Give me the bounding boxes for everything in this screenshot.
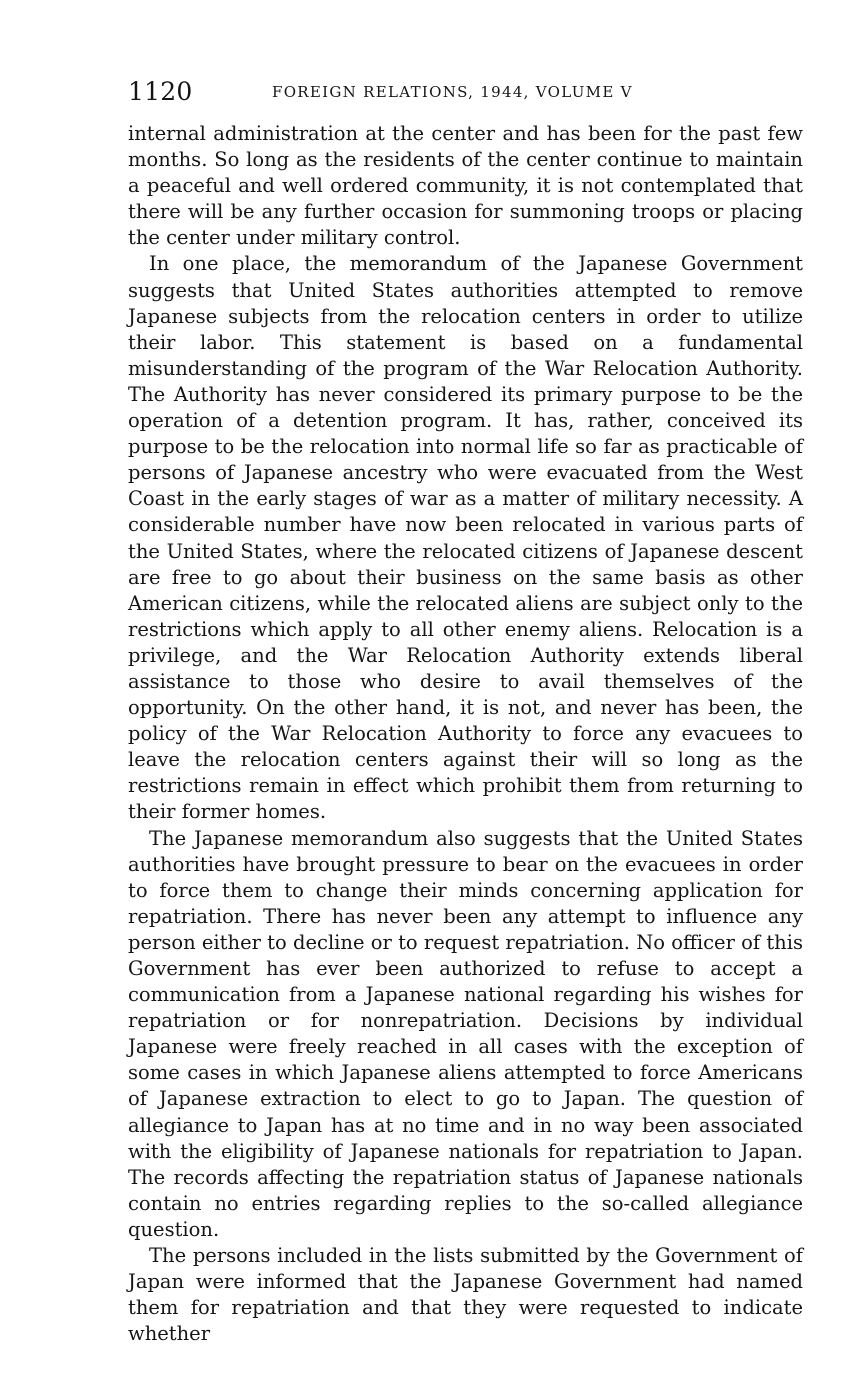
page-header (128, 78, 803, 108)
page-number: 1120 (128, 77, 193, 106)
paragraph-repatriation-pressure: The Japanese memorandum also suggests that the United States authorities have brought pressure to bear on the evacuees in order to force them to change their minds concerning application for repatriation. There has never been any attempt to influence any person either to decline or to request repatriation. No officer of this Government has ever been authorized to refuse to accept a communication from a Japanese national regarding his wishes for repatriation or for nonrepatriation. Decisions by individual Japanese were freely reached in all cases with the exception of some cases in which Japanese aliens attempted to force Americans of Japanese extraction to elect to go to Japan. The question of allegiance to Japan has at no time and in no way been associated with the eligibility of Japanese nationals for repatriation to Japan. The records affecting the repatriation status of Japanese nationals contain no entries regarding replies to the so-called allegiance question. (128, 826, 803, 1241)
paragraph-japan-lists: The persons included in the lists submitted by the Government of Japan were informed that the Japanese Government had named them for repatriation and that they were requested to indicate whether (128, 1244, 803, 1346)
paragraph-relocation-labor: In one place, the memorandum of the Japanese Government suggests that United States authorities attempted to remove Japanese subjects from the relocation centers in order to utilize their labor. This statement is based on a fundamental misunderstanding of the program of the War Relocation Authority. The Authority has never considered its primary purpose to be the operation of a detention program. It has, rather, conceived its purpose to be the relocation into normal life so far as practicable of persons of Japanese ancestry who were evacuated from the West Coast in the early stages of war as a matter of military necessity. A considerable number have now been relocated in various parts of the United States, where the relocated citizens of Japanese descent are free to go about their business on the same basis as other American citizens, while the relocated aliens are subject only to the restrictions which apply to all other enemy aliens. Relocation is a privilege, and the War Relocation Authority extends liberal assistance to those who desire to avail themselves of the opportunity. On the other hand, it is not, and never has been, the policy of the War Relocation Authority to force any evacuees to leave the relocation centers against their will so long as the restrictions remain in effect which prohibit them from returning to their former homes. (128, 252, 803, 824)
paragraph-continued: internal administration at the center and has been for the past few months. So long as the residents of the center continue to maintain a peaceful and well ordered community, it is not contemplated that there will be any further occasion for summoning troops or placing the center under military control. (128, 122, 803, 250)
body-text (128, 121, 803, 1347)
running-head: FOREIGN RELATIONS, 1944, VOLUME V (272, 83, 633, 101)
